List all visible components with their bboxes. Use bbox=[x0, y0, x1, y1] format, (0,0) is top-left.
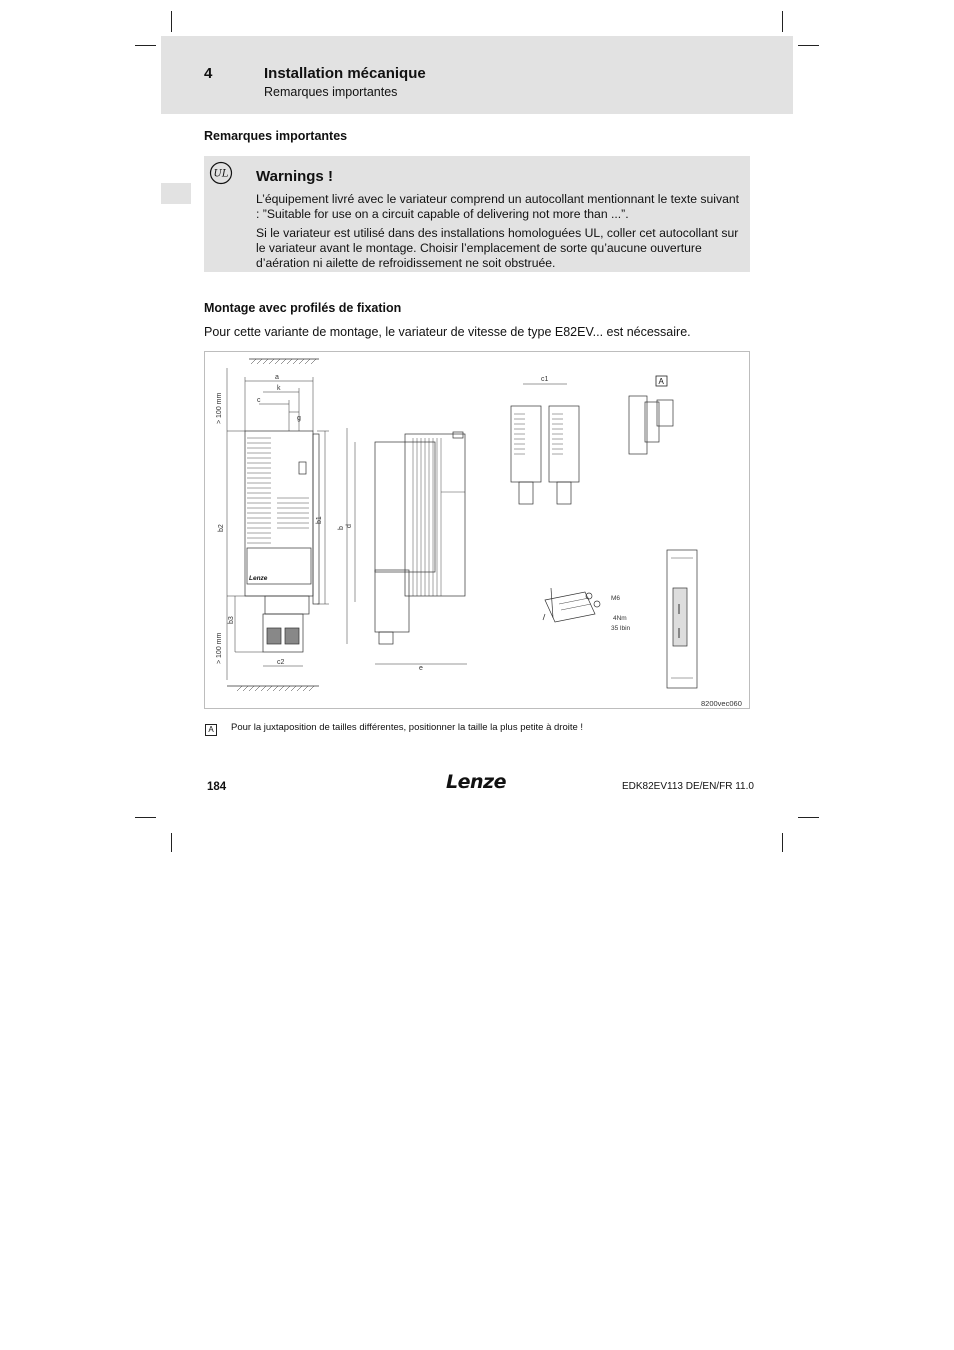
chapter-number: 4 bbox=[204, 65, 213, 82]
page-number: 184 bbox=[207, 781, 227, 793]
crop-mark bbox=[135, 45, 156, 46]
crop-mark bbox=[782, 11, 783, 32]
warning-title: Warnings ! bbox=[256, 168, 333, 185]
device-side-view bbox=[347, 428, 467, 664]
crop-mark bbox=[782, 833, 783, 852]
svg-text:e: e bbox=[419, 665, 423, 672]
devices-side-by-side bbox=[511, 384, 579, 504]
section-heading: Montage avec profilés de fixation bbox=[204, 301, 402, 315]
mounting-rail-profile bbox=[667, 550, 697, 688]
crop-mark bbox=[171, 833, 172, 852]
fixing-bracket-detail bbox=[543, 588, 600, 622]
mounting-figure bbox=[204, 351, 750, 709]
svg-text:c2: c2 bbox=[277, 659, 285, 666]
svg-text:b3: b3 bbox=[228, 616, 235, 624]
warning-paragraph: Si le variateur est utilisé dans des installations homologuées UL, coller cet autocollant sur le variateur avant le montage. Choisir l’emplacement de sorte qu’aucune ouverture d’aération ni ailette de refroidissement ne soit obstruée. bbox=[256, 226, 739, 270]
size-arrangement-view bbox=[629, 396, 673, 454]
device-front-view bbox=[245, 431, 319, 652]
svg-text:M6: M6 bbox=[611, 595, 621, 602]
svg-text:> 100 mm: > 100 mm bbox=[216, 632, 223, 664]
footnote-text: Pour la juxtaposition de tailles différentes, positionner la taille la plus petite à droite ! bbox=[231, 722, 584, 733]
footnote-marker: A bbox=[205, 724, 217, 736]
side-tab bbox=[161, 183, 191, 204]
svg-text:A: A bbox=[658, 377, 664, 386]
crop-mark bbox=[171, 11, 172, 32]
figure-id: 8200vec060 bbox=[701, 699, 742, 708]
svg-text:Lenze: Lenze bbox=[249, 575, 268, 582]
svg-text:c1: c1 bbox=[541, 376, 549, 383]
svg-text:c: c bbox=[257, 397, 261, 404]
svg-text:g: g bbox=[297, 415, 301, 422]
section-heading: Remarques importantes bbox=[204, 129, 348, 143]
warning-paragraph: L’équipement livré avec le variateur comprend un autocollant mentionnant le texte suivant : ”Suitable for use on a circuit capable of delivering not more than ...”. bbox=[256, 192, 740, 221]
svg-text:b2: b2 bbox=[218, 524, 225, 532]
svg-text:b: b bbox=[338, 526, 345, 530]
svg-text:a: a bbox=[275, 374, 279, 381]
lenze-logo: Lenze bbox=[446, 771, 506, 793]
crop-mark bbox=[798, 817, 819, 818]
svg-text:4Nm: 4Nm bbox=[613, 615, 627, 622]
crop-mark bbox=[798, 45, 819, 46]
chapter-title: Installation mécanique bbox=[264, 65, 426, 82]
chapter-header bbox=[161, 36, 793, 114]
svg-text:35 lbin: 35 lbin bbox=[611, 625, 631, 632]
ul-icon bbox=[209, 161, 233, 185]
svg-text:d: d bbox=[346, 524, 353, 528]
svg-text:k: k bbox=[277, 385, 281, 392]
crop-mark bbox=[135, 817, 156, 818]
chapter-subtitle: Remarques importantes bbox=[264, 85, 398, 99]
svg-text:b1: b1 bbox=[316, 516, 323, 524]
svg-text:UL: UL bbox=[213, 168, 229, 180]
svg-text:> 100 mm: > 100 mm bbox=[216, 392, 223, 424]
mounting-drawing bbox=[205, 352, 751, 710]
intro-text: Pour cette variante de montage, le variateur de vitesse de type E82EV... est nécessaire. bbox=[204, 325, 691, 339]
document-id: EDK82EV113 DE/EN/FR 11.0 bbox=[622, 781, 754, 792]
